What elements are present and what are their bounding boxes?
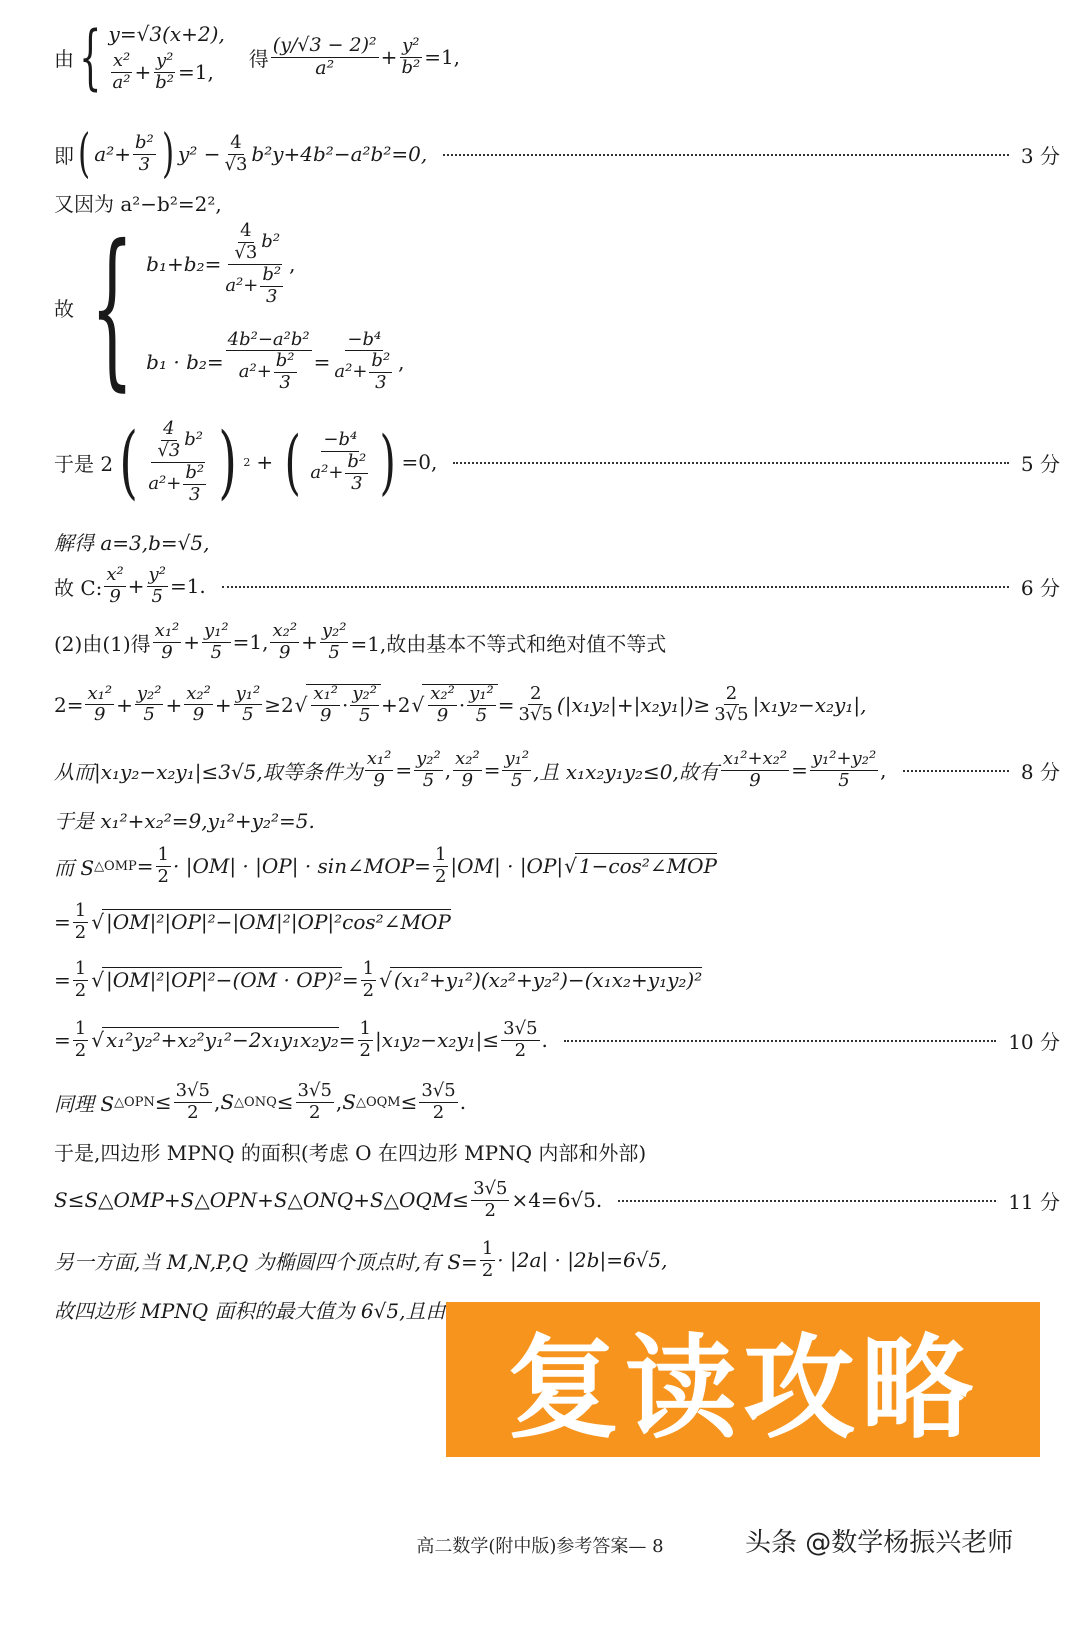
prefix-you: 由	[54, 46, 74, 71]
vieta-stack	[146, 222, 404, 393]
dot-leader	[618, 1199, 996, 1202]
score-6: 6 分	[1020, 575, 1060, 600]
quadratic-line: 即 ( a²+ $\frac{\text{b²}}{3}$ ) y² − $\frac{4}{√3}$ b²y+4b²−a²b²=0, 3 分	[54, 124, 1060, 184]
sum-line: 于是 x₁²+x₂²=9,y₁²+y₂²=5.	[54, 809, 315, 833]
score-3: 3 分	[1020, 143, 1060, 168]
constraint-line: 又因为 a²−b²=2²,	[54, 192, 222, 216]
area-line-2: = $\frac{1}{2}$ √ |OM|²|OP|²−|OM|²|OP|²cos²∠MOP	[54, 902, 451, 943]
vieta-system	[54, 208, 405, 407]
score-5: 5 分	[1020, 451, 1060, 476]
ellipse-equation: $\frac{\text{x²}}{\text{a²}}$ + $\frac{\text{y²}}{\text{b²}}$ =1,	[112, 50, 214, 93]
area-line-3: = $\frac{1}{2}$ √ |OM|²|OP|²−(OM · OP)² = $\frac{1}{2}$ √ (x₁²+y₁²)(x₂²+y₂²)−(x₁x₂+y₁y₂)²	[54, 960, 702, 1001]
vieta-product: b₁ · b₂= 4b²−a²b² a²+ $\frac{\text{b²}}{3}$ = −b⁴ a²+ $\frac{\text{b²}}{3}$ ,	[146, 328, 405, 394]
line-equation: y=√3(x+2),	[108, 22, 225, 46]
frac-prod-3: −b⁴ a²+ $\frac{\text{b²}}{3}$	[310, 428, 367, 494]
total-area-line: S≤S△OMP+S△OPN+S△ONQ+S△OQM≤ $\frac{3√5}{2}$ ×4=6√5. 11 分	[54, 1178, 1060, 1221]
frac-y2-b2: $\frac{\text{y²}}{\text{b²}}$	[155, 50, 175, 93]
score-10: 10 分	[1008, 1029, 1060, 1054]
frac-b2-3: $\frac{\text{b²}}{3}$	[135, 131, 154, 175]
equality-condition-line: 从而|x₁y₂−x₂y₁|≤3√5,取等条件为 $\frac{\text{x₁²}}{9}$ = $\frac{\text{y₂²}}{5}$ , $\frac{\text{x₂²}}{9}$ = $\frac{\text{y₁²}}{5}$ ,且 x₁x₂y₁y₂≤0,故有 $\frac{\text{x₁²+x₂²}}{9}$ = $\frac{\text{y₁²+y₂²}}{5}$ , 8 分	[54, 748, 1060, 791]
frac-4-sqrt3: $\frac{4}{√3}$	[224, 131, 248, 175]
score-11: 11 分	[1008, 1189, 1060, 1214]
author-credit: 头条 @数学杨振兴老师	[745, 1528, 1014, 1558]
dot-leader	[222, 585, 1009, 588]
prefix-gu: 故	[54, 297, 74, 322]
score-8: 8 分	[1020, 759, 1060, 784]
de: 得	[248, 46, 269, 71]
dot-leader	[453, 461, 1009, 464]
left-brace: {	[79, 16, 102, 99]
frac-x2-a2: $\frac{\text{x²}}{\text{a²}}$	[112, 50, 131, 93]
frac-y2-b2-b: $\frac{\text{y²}}{\text{b²}}$	[401, 35, 421, 78]
similarly-line: 同理 S △OPN ≤ $\frac{3√5}{2}$ , S △ONQ ≤ $\frac{3√5}{2}$ , S △OQM ≤ $\frac{3√5}{2}$ .	[54, 1080, 467, 1123]
frac-substituted: $\frac{\text{(y/√3 − 2)²}}{\text{a²}}$	[272, 33, 377, 79]
part2-line: (2)由(1)得 $\frac{\text{x₁²}}{9}$ + $\frac{\text{y₁²}}{5}$ =1, $\frac{\text{x₂²}}{9}$ + $\frac{\text{y₂²}}{5}$ =1,故由基本不等式和绝对值不等式	[54, 620, 667, 663]
area-line-4: = $\frac{1}{2}$ √ x₁²y₂²+x₂²y₁²−2x₁y₁x₂y₂ = $\frac{1}{2}$ |x₁y₂−x₂y₁|≤ $\frac{3√5}{2}$ . 10 分	[54, 1020, 1060, 1061]
yushi-line: 于是 2 ( $\frac{4}{√3}$ b² a²+ $\frac{\text{b²}}{3}$ ) 2 + ( −b⁴ a²+ $\frac{\text{b²}}{3}$ ) =0, 5 分	[54, 415, 1060, 509]
dot-leader	[903, 769, 1009, 772]
eq-one: =1,	[424, 45, 461, 70]
dot-leader	[564, 1039, 996, 1042]
frac-y2-5: $\frac{\text{y²}}{5}$	[148, 564, 166, 607]
inequality-line: 2= $\frac{\text{x₁²}}{9}$ + $\frac{\text{y₂²}}{5}$ + $\frac{\text{x₂²}}{9}$ + $\frac{\text{y₁²}}{5}$ ≥2 √ $\frac{\text{x₁²}}{9}$ · $\frac{\text{y₂²}}{5}$ +2 √ $\frac{\text{x₂²}}{9}$ · $\frac{\text{y₁²}}{5}$ = $\frac{2}{3√5}$ (|x₁y₂|+|x₂y₁|)≥ $\frac{2}{3√5}$ |x₁y₂−x₂y₁|,	[54, 684, 866, 726]
quadrilateral-line: 于是,四边形 MPNQ 的面积(考虑 O 在四边形 MPNQ 内部和外部)	[54, 1141, 647, 1165]
left-brace-big: {	[90, 208, 134, 407]
area-line-1: 而 S △OMP = $\frac{1}{2}$ · |OM| · |OP| · sin∠MOP= $\frac{1}{2}$ |OM| · |OP| √ 1−cos²∠MOP	[54, 846, 717, 887]
page-footer: 高二数学(附中版)参考答案— 8	[416, 1536, 664, 1557]
frac-x2-9: $\frac{\text{x²}}{9}$	[106, 564, 124, 607]
watermark-text: 复读攻略	[507, 1324, 979, 1454]
frac-prod-2: −b⁴ a²+ $\frac{\text{b²}}{3}$	[334, 328, 391, 394]
vieta-sum: b₁+b₂= $\frac{4}{√3}$ b² a²+ $\frac{\text{b²}}{3}$ ,	[146, 220, 296, 307]
system-line-1: 由 { y=√3(x+2), $\frac{\text{x²}}{\text{a²}}$ + $\frac{\text{y²}}{\text{b²}}$ =1, 得 $\frac{\text{(y/√3 − 2)²}}{\text{a²}}$ + $\frac{\text{y²}}{\text{b²}}$ =1,	[54, 16, 461, 99]
watermark-banner	[446, 1302, 1040, 1457]
solve-line: 解得 a=3,b=√5,	[54, 531, 210, 555]
equation-stack	[109, 22, 225, 93]
dot-leader	[443, 153, 1009, 156]
ellipse-result-line: 故 C: $\frac{\text{x²}}{9}$ + $\frac{\text{y²}}{5}$ =1. 6 分	[54, 564, 1060, 607]
conclusion-line: 故四边形 MPNQ 面积的最大值为 6√5,且由	[54, 1299, 446, 1323]
frac-prod-1: 4b²−a²b² a²+ $\frac{\text{b²}}{3}$	[227, 328, 310, 394]
frac-sum: $\frac{4}{√3}$ b² a²+ $\frac{\text{b²}}{3}$	[225, 220, 282, 307]
frac-sum-sq: $\frac{4}{√3}$ b² a²+ $\frac{\text{b²}}{3}$	[148, 418, 205, 505]
vertex-line: 另一方面,当 M,N,P,Q 为椭圆四个顶点时,有 S= $\frac{1}{2}$ · |2a| · |2b|=6√5,	[54, 1238, 668, 1281]
